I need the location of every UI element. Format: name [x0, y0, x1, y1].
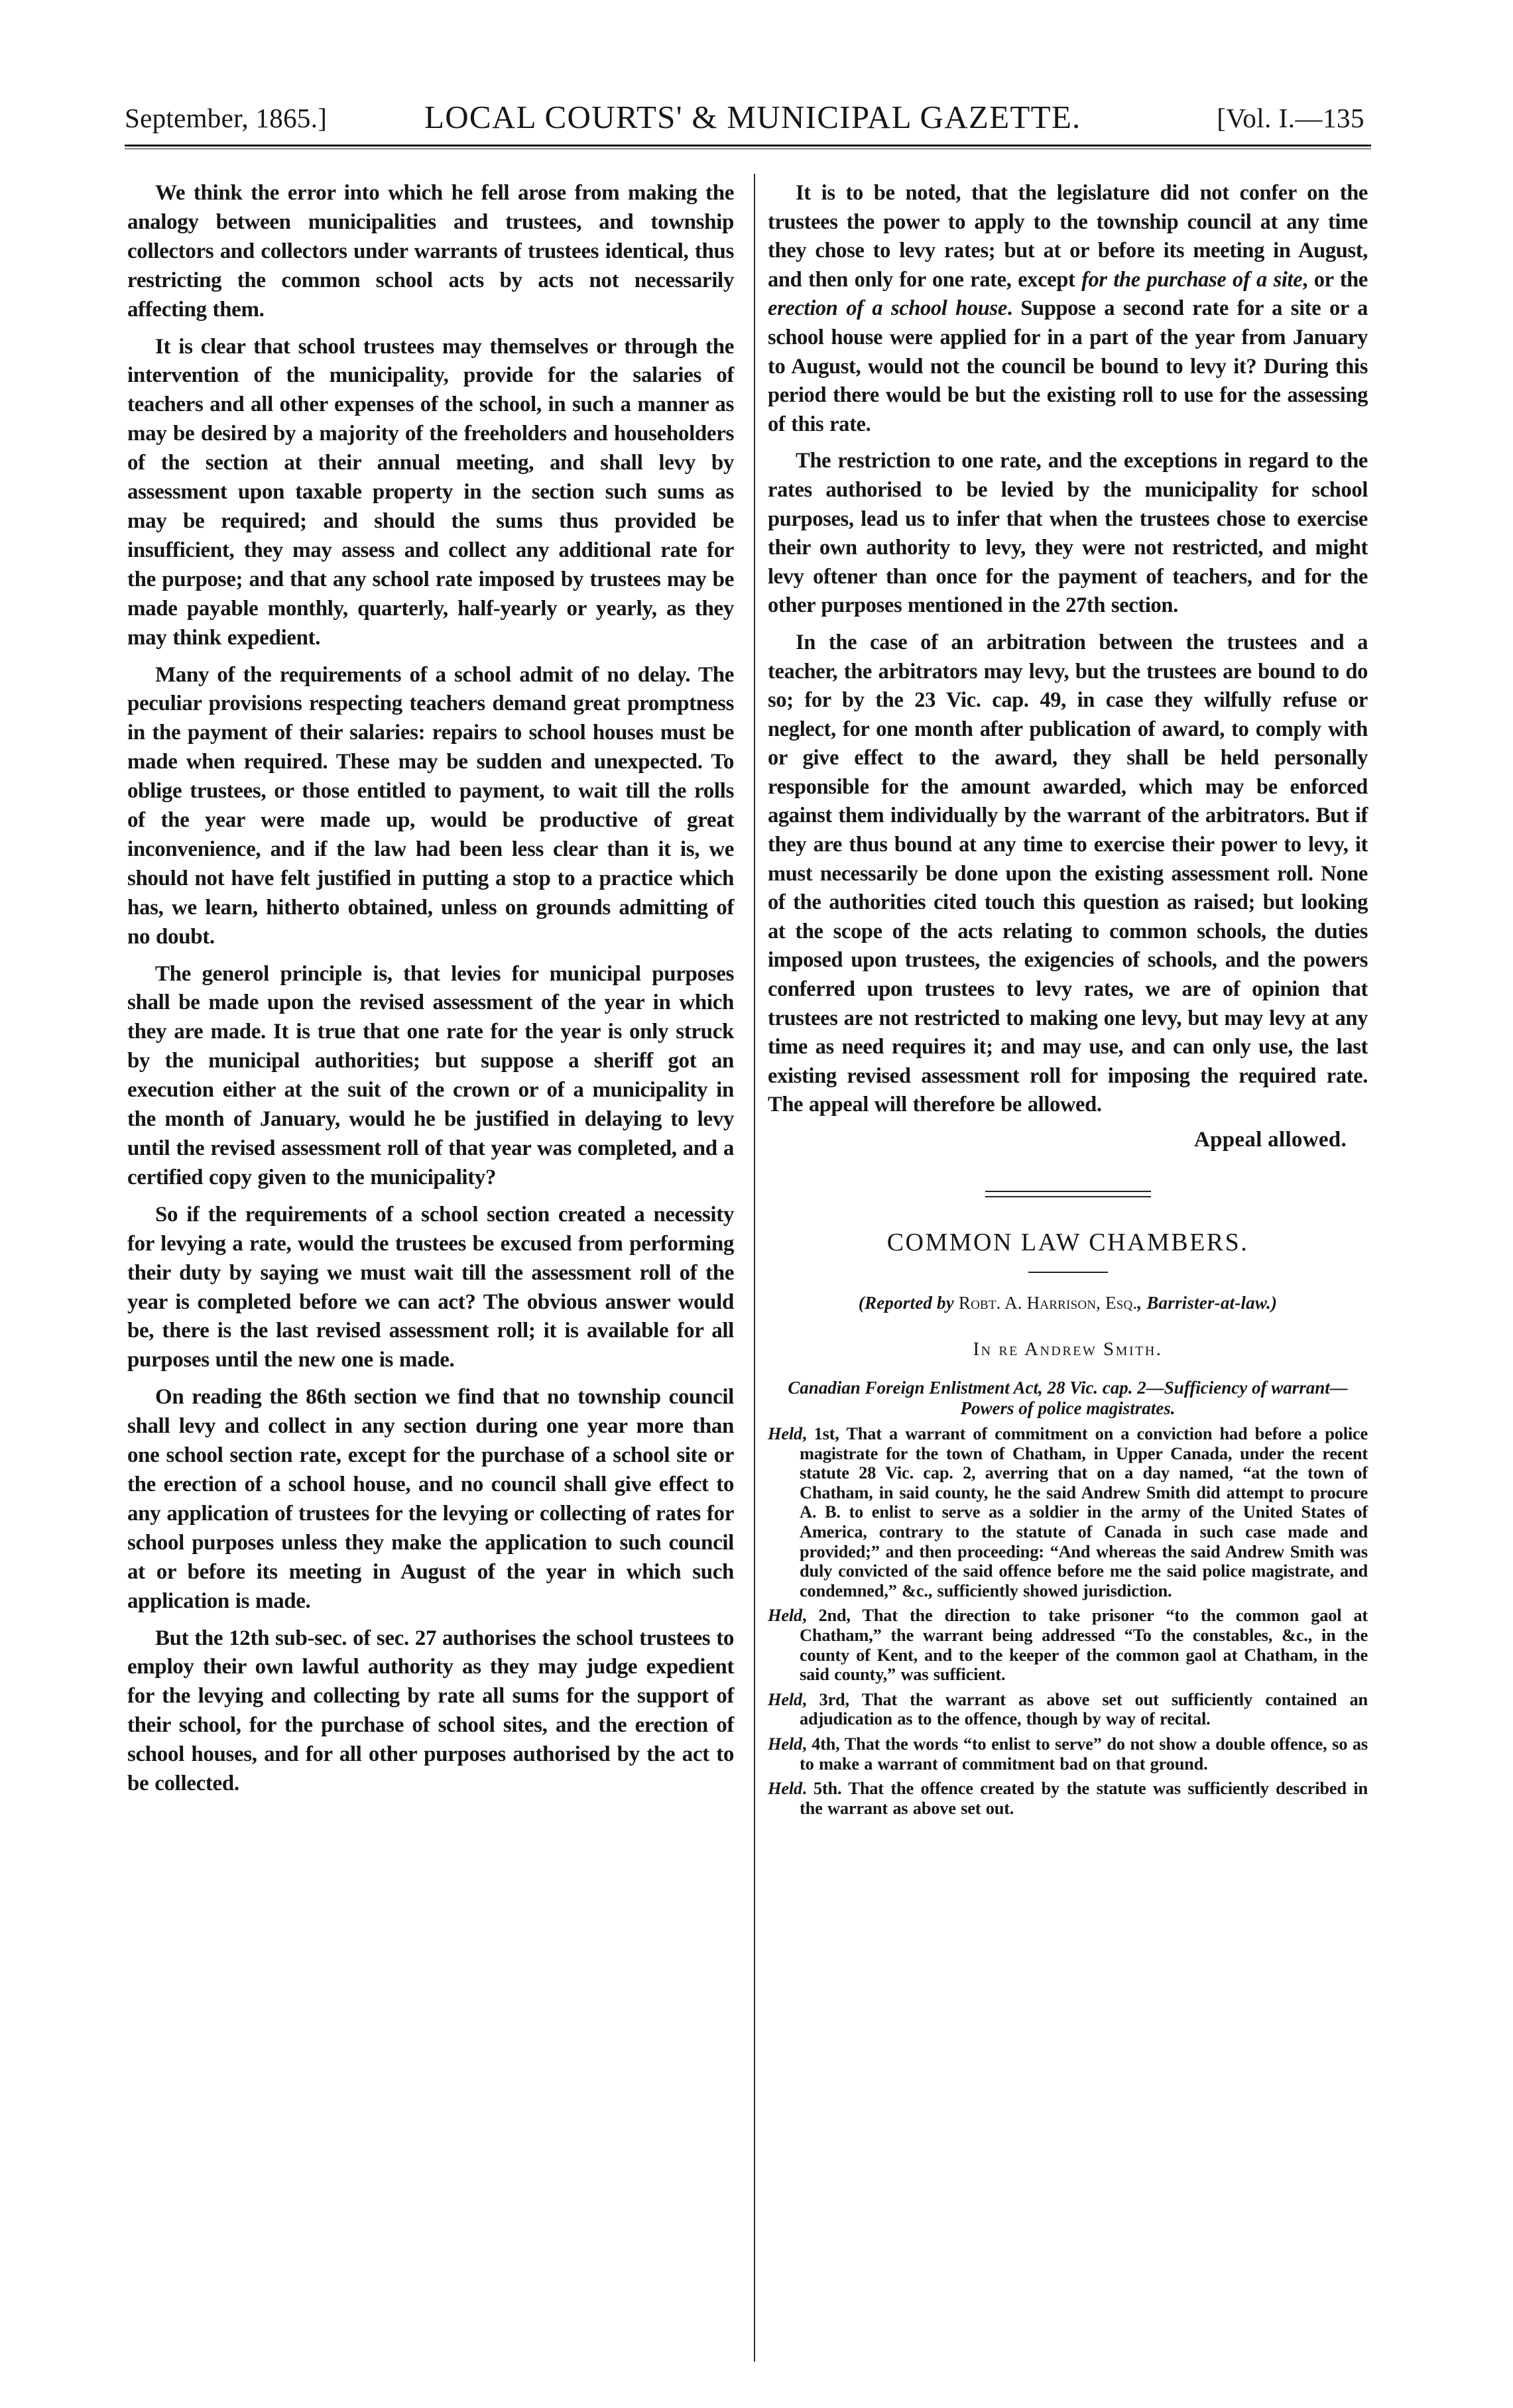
- holding: [768, 1690, 1368, 1729]
- issue-date: September, 1865.]: [125, 103, 328, 133]
- text-run: . Suppose a second rate for a site or a school house were applied for in a part of the year from January to August, would not the council be bound to levy it? During this period there would be but the existing roll to use for the assessing of this rate.: [768, 296, 1368, 436]
- reporter-prefix: (Reported by: [858, 1293, 959, 1313]
- holding: [768, 1779, 1368, 1818]
- holding-text: . 5th. That the offence created by the statute was sufficiently described in the warrant as above set out.: [800, 1778, 1368, 1818]
- holding-text: , 4th, That the words “to enlist to serve” do not show a double offence, so as to make a warrant of commitment bad on that ground.: [800, 1733, 1368, 1774]
- running-head: [125, 98, 1364, 138]
- reporter-line: [768, 1293, 1368, 1313]
- case-headnote: Canadian Foreign Enlistment Act, 28 Vic. cap. 2—Sufficiency of warrant—Powers of police magistrates.: [788, 1378, 1348, 1418]
- text-run: It is to be noted, that the legislature did not confer on the trustees the power to apply to the township council at any time they chose to levy rates; but at or before its meeting in August, and then only for one rate, except: [768, 181, 1368, 292]
- paragraph: In the case of an arbitration between the trustees and a teacher, the arbitrators may levy, but the trustees are bound to do so; for by the 23 Vic. cap. 49, in case they wilfully refuse or neglect, for one month after publication of award, to comply with or give effect to the award, they shall be held personally responsible for the amount awarded, which may be enforced against them individually by the warrant of the arbitrators. But if they are thus bound at any time to exercise their power to levy, it must necessarily be done upon the existing assessment roll. None of the authorities cited touch this question as raised; but looking at the scope of the acts relating to common schools, the duties imposed upon trustees, the exigencies of schools, and the powers conferred upon trustees to levy rates, we are of opinion that trustees are not restricted to making one levy, but may levy at any time as need requires it; and may use, and can only use, the last existing revised assessment roll for imposing the required rate. The appeal will therefore be allowed.: [768, 630, 1368, 1117]
- holding-lead: Held: [768, 1778, 802, 1799]
- right-column: [768, 179, 1368, 1818]
- paragraph: On reading the 86th section we find that no township council shall levy and collect in any section during one year more than one school section rate, except for the purchase of a school site or the erection of a school house, and no council shall give effect to any application of trustees for the levying or collecting of rates for school purposes unless they make the application to such council at or before its meeting in August of the year in which such application is made.: [127, 1385, 734, 1613]
- judgment-result: Appeal allowed.: [1193, 1128, 1347, 1152]
- holding-lead: Held: [768, 1689, 802, 1709]
- section-separator: [985, 1191, 1151, 1197]
- holding-lead: Held: [768, 1733, 802, 1754]
- column-divider: [754, 174, 755, 2362]
- holding: [768, 1424, 1368, 1600]
- heading-rule: [1028, 1272, 1108, 1273]
- paragraph: Many of the requirements of a school admit of no delay. The peculiar provisions respecting teachers demand great promptness in the payment of their salaries: repairs to school houses must be made when required. These may be sudden and unexpected. To oblige trustees, or those entitled to payment, to wait till the rolls of the year were made up, would be productive of great inconvenience, and if the law had been less clear than it is, we should not have felt justified in putting a stop to a practice which has, we learn, hitherto obtained, unless on grounds admitting of no doubt.: [127, 662, 734, 949]
- paragraph: But the 12th sub-sec. of sec. 27 authorises the school trustees to employ their own lawful authority as they may judge expedient for the levying and collecting by rate all sums for the support of their school, for the purchase of school sites, and the erection of school houses, and for all other purposes authorised by the act to be collected.: [127, 1626, 734, 1796]
- volume-page-number: [Vol. I.—135: [1217, 103, 1364, 133]
- left-column: [127, 179, 734, 1807]
- holding: [768, 1606, 1368, 1684]
- holding-lead: Held: [768, 1605, 802, 1626]
- paragraph: The generol principle is, that levies for municipal purposes shall be made upon the revised assessment of the year in which they are made. It is true that one rate for the year is only struck by the municipal authorities; but suppose a sheriff got an execution either at the suit of the crown or of a municipality in the month of January, would he be justified in delaying to levy until the revised assessment roll of that year was completed, and a certified copy given to the municipality?: [127, 961, 734, 1189]
- reporter-suffix: , Barrister-at-law.): [1137, 1293, 1278, 1313]
- holding-text: , 3rd, That the warrant as above set out sufficiently contained an adjudication as to the offence, though by way of recital.: [800, 1689, 1368, 1729]
- reporter-name: Robt. A. Harrison, Esq.: [958, 1293, 1138, 1313]
- publication-title: LOCAL COURTS' & MUNICIPAL GAZETTE.: [424, 99, 1081, 135]
- holding: [768, 1734, 1368, 1774]
- paragraph: So if the requirements of a school section created a necessity for levying a rate, would the trustees be excused from performing their duty by saying we must wait till the assessment roll of the year is completed before we can act? The obvious answer would be, there is the last revised assessment roll; it is available for all purposes until the new one is made.: [127, 1202, 734, 1372]
- holding-text: , 1st, That a warrant of commitment on a conviction had before a police magistrate for the town of Chatham, in Upper Canada, under the recent statute 28 Vic. cap. 2, averring that on a day named, “at the town of Chatham, in said county, he the said Andrew Smith did attempt to procure A. B. to enlist to serve as a soldier in the army of the United States of America, contrary to the statute of Canada in such case made and provided;” and then proceeding: “And whereas the said Andrew Smith was duly convicted of the said offence before me the said police magistrate, and condemned,” &c., sufficiently showed jurisdiction.: [800, 1423, 1368, 1600]
- header-double-rule: [125, 145, 1371, 149]
- text-run: , or the: [1302, 267, 1368, 292]
- italic-phrase: erection of a school house: [768, 296, 1007, 321]
- holding-lead: Held: [768, 1423, 802, 1443]
- paragraph: It is clear that school trustees may themselves or through the intervention of the municipality, provide for the salaries of teachers and all other expenses of the school, in such a manner as may be desired by a majority of the freeholders and householders of the section at their annual meeting, and shall levy by assessment upon taxable property in the section such sums as may be required; and should the sums thus provided be insufficient, they may assess and collect any additional rate for the purpose; and that any school rate imposed by trustees may be made payable monthly, quarterly, half-yearly or yearly, as they may think expedient.: [127, 334, 734, 650]
- section-heading: COMMON LAW CHAMBERS.: [886, 1229, 1249, 1256]
- italic-phrase: for the purchase of a site: [1081, 267, 1303, 292]
- holding-text: , 2nd, That the direction to take prisoner “to the common gaol at Chatham,” the warrant being addressed “To the constables, &c., in the county of Kent, and to the keeper of the common gaol at Chatham, in the said county,” was sufficient.: [800, 1605, 1368, 1685]
- paragraph: [768, 179, 1368, 439]
- holdings-list: [768, 1424, 1368, 1818]
- paragraph: We think the error into which he fell arose from making the analogy between municipalities and trustees, and township collectors and collectors under warrants of trustees identical, thus restricting the common school acts by acts not necessarily affecting them.: [127, 181, 734, 322]
- paragraph: The restriction to one rate, and the exceptions in regard to the rates authorised to be levied by the municipality for school purposes, lead us to infer that when the trustees chose to exercise their own authority to levy, they were not restricted, and might levy oftener than once for the payment of teachers, and for the other purposes mentioned in the 27th section.: [768, 449, 1368, 618]
- case-title: In re Andrew Smith.: [973, 1339, 1163, 1360]
